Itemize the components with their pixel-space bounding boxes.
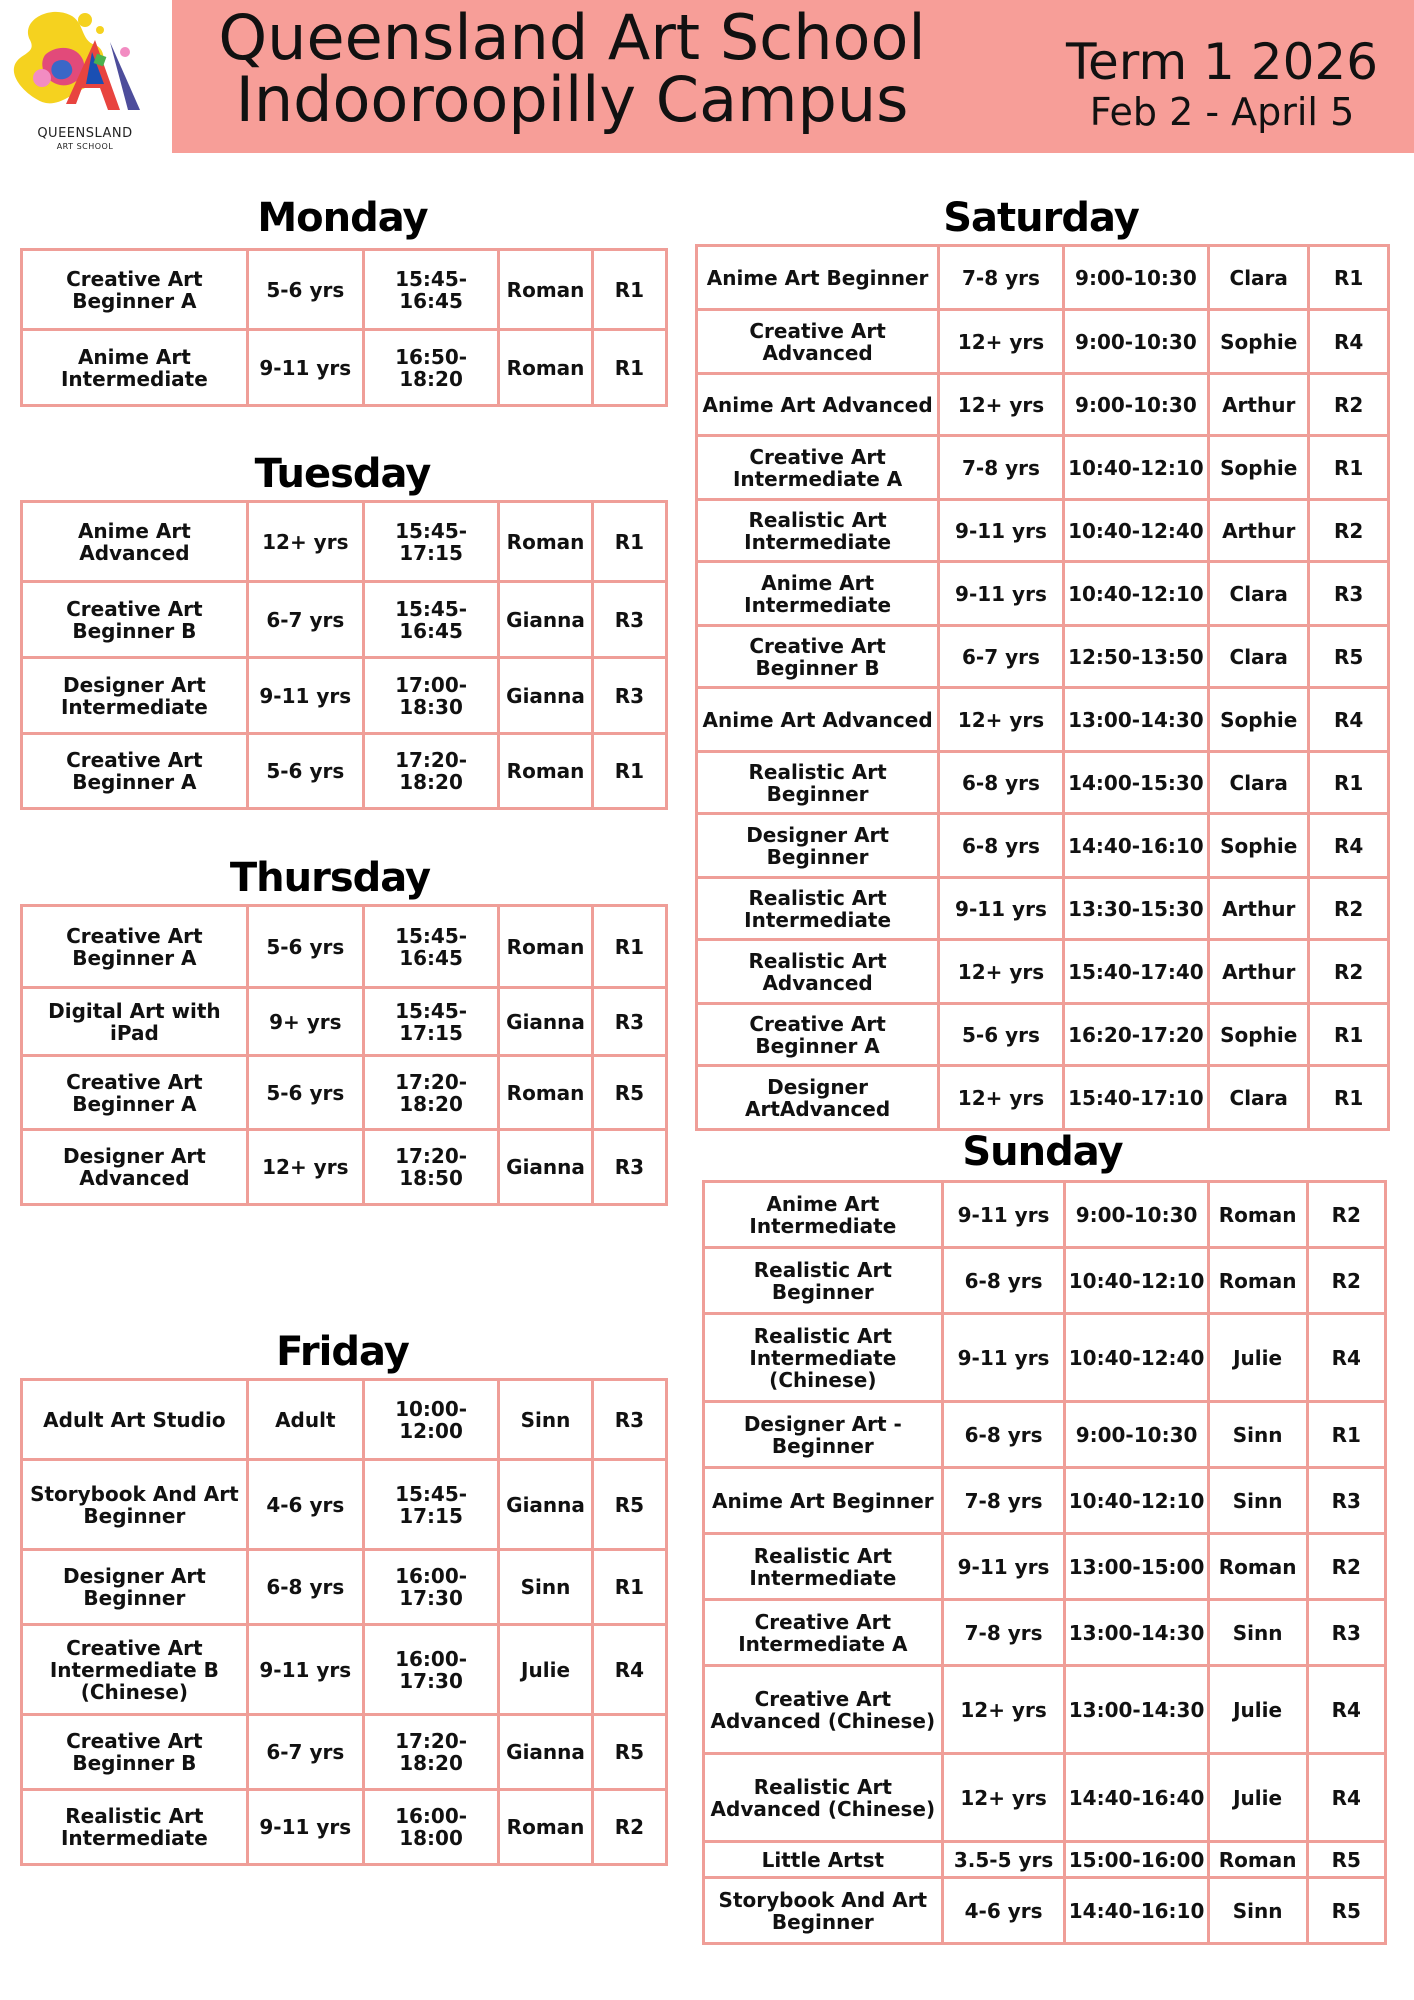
cell-teacher: Roman [499, 734, 593, 809]
cell-age: 5-6 yrs [939, 1004, 1064, 1066]
cell-time: 10:40-12:40 [1063, 500, 1208, 562]
cell-class: Realistic Art Intermediate [22, 1790, 248, 1865]
cell-class: Adult Art Studio [22, 1380, 248, 1460]
cell-room: R3 [592, 988, 666, 1056]
cell-room: R3 [1307, 1468, 1385, 1534]
cell-room: R1 [1309, 752, 1389, 814]
schedule-row [697, 310, 1389, 374]
cell-teacher: Roman [499, 1056, 593, 1130]
day-heading-sunday: Sunday [962, 1129, 1123, 1175]
cell-teacher: Gianna [499, 1130, 593, 1205]
cell-time: 17:20-18:20 [363, 1056, 498, 1130]
cell-class: Creative Art Beginner A [22, 734, 248, 809]
cell-class: Realistic Art Intermediate (Chinese) [704, 1314, 943, 1402]
cell-time: 10:00-12:00 [363, 1380, 498, 1460]
cell-class: Realistic Art Intermediate [697, 500, 939, 562]
cell-age: 9-11 yrs [939, 562, 1064, 626]
campus-title: Indooroopilly Campus [235, 63, 909, 136]
tuesday-schedule-table [20, 500, 668, 810]
cell-class: Creative Art Intermediate A [697, 436, 939, 500]
cell-teacher: Gianna [499, 988, 593, 1056]
saturday-schedule-table [695, 244, 1390, 1131]
cell-room: R2 [592, 1790, 666, 1865]
cell-time: 14:40-16:40 [1065, 1754, 1208, 1842]
cell-teacher: Sinn [1208, 1600, 1307, 1666]
cell-age: 6-8 yrs [939, 814, 1064, 878]
cell-room: R2 [1307, 1534, 1385, 1600]
cell-age: 6-7 yrs [247, 582, 363, 658]
cell-class: Anime Art Advanced [22, 502, 248, 582]
cell-room: R2 [1309, 878, 1389, 940]
cell-teacher: Gianna [499, 582, 593, 658]
cell-class: Creative Art Beginner B [697, 626, 939, 688]
cell-room: R4 [1309, 310, 1389, 374]
schedule-row [22, 734, 667, 809]
cell-age: 9-11 yrs [939, 878, 1064, 940]
cell-teacher: Sophie [1209, 436, 1309, 500]
monday-schedule-table [20, 248, 668, 407]
cell-time: 15:45-16:45 [363, 582, 498, 658]
schedule-row [697, 436, 1389, 500]
cell-teacher: Clara [1209, 752, 1309, 814]
cell-teacher: Julie [1208, 1666, 1307, 1754]
cell-age: 12+ yrs [939, 1066, 1064, 1130]
cell-class: Creative Art Beginner B [22, 1715, 248, 1790]
cell-teacher: Arthur [1209, 500, 1309, 562]
cell-room: R2 [1309, 374, 1389, 436]
day-heading-monday: Monday [257, 195, 428, 241]
cell-time: 13:00-14:30 [1063, 688, 1208, 752]
schedule-row [704, 1600, 1386, 1666]
cell-teacher: Clara [1209, 246, 1309, 310]
cell-class: Anime Art Advanced [697, 688, 939, 752]
cell-room: R5 [592, 1056, 666, 1130]
cell-age: 12+ yrs [942, 1754, 1065, 1842]
title-banner [172, 0, 1414, 153]
cell-class: Creative Art Intermediate B (Chinese) [22, 1625, 248, 1715]
cell-room: R1 [592, 250, 666, 330]
cell-class: Anime Art Beginner [704, 1468, 943, 1534]
cell-age: 6-8 yrs [247, 1550, 363, 1625]
cell-time: 15:00-16:00 [1065, 1842, 1208, 1878]
cell-room: R2 [1309, 940, 1389, 1004]
school-title: Queensland Art School [218, 1, 926, 74]
schedule-row [704, 1248, 1386, 1314]
cell-teacher: Julie [499, 1625, 593, 1715]
friday-schedule-table [20, 1378, 668, 1866]
cell-age: 12+ yrs [939, 688, 1064, 752]
cell-age: 5-6 yrs [247, 734, 363, 809]
cell-time: 10:40-12:40 [1065, 1314, 1208, 1402]
schedule-row [704, 1842, 1386, 1878]
cell-class: Designer Art Advanced [22, 1130, 248, 1205]
day-heading-friday: Friday [276, 1329, 409, 1375]
schedule-row [22, 582, 667, 658]
cell-age: 12+ yrs [247, 1130, 363, 1205]
header [0, 0, 1414, 153]
cell-class: Creative Art Beginner A [697, 1004, 939, 1066]
cell-teacher: Roman [499, 250, 593, 330]
paint-splash-logo-icon [0, 0, 170, 125]
logo [0, 0, 170, 153]
cell-class: Realistic Art Intermediate [697, 878, 939, 940]
cell-time: 16:50-18:20 [363, 330, 498, 406]
cell-room: R1 [1309, 436, 1389, 500]
schedule-row [22, 250, 667, 330]
schedule-row [697, 562, 1389, 626]
cell-class: Realistic Art Advanced [697, 940, 939, 1004]
schedule-row [22, 1380, 667, 1460]
cell-class: Storybook And Art Beginner [704, 1878, 943, 1944]
cell-teacher: Clara [1209, 626, 1309, 688]
cell-teacher: Sinn [1208, 1468, 1307, 1534]
cell-teacher: Roman [499, 330, 593, 406]
cell-class: Realistic Art Beginner [697, 752, 939, 814]
cell-room: R1 [1309, 246, 1389, 310]
cell-age: 7-8 yrs [942, 1468, 1065, 1534]
cell-room: R4 [1307, 1754, 1385, 1842]
cell-room: R5 [592, 1460, 666, 1550]
cell-age: 9-11 yrs [942, 1314, 1065, 1402]
schedule-row [22, 330, 667, 406]
term-title: Term 1 2026 [1065, 33, 1379, 91]
schedule-row [704, 1878, 1386, 1944]
cell-age: 9-11 yrs [247, 1790, 363, 1865]
cell-time: 16:00-18:00 [363, 1790, 498, 1865]
sunday-schedule-table [702, 1180, 1387, 1945]
cell-time: 9:00-10:30 [1063, 310, 1208, 374]
cell-class: Realistic Art Advanced (Chinese) [704, 1754, 943, 1842]
cell-teacher: Clara [1209, 1066, 1309, 1130]
cell-room: R1 [592, 1550, 666, 1625]
schedule-row [697, 1004, 1389, 1066]
cell-age: 12+ yrs [247, 502, 363, 582]
day-heading-saturday: Saturday [943, 195, 1139, 241]
cell-time: 14:40-16:10 [1065, 1878, 1208, 1944]
schedule-row [697, 752, 1389, 814]
cell-room: R1 [1307, 1402, 1385, 1468]
cell-time: 17:00-18:30 [363, 658, 498, 734]
cell-teacher: Sophie [1209, 688, 1309, 752]
cell-teacher: Arthur [1209, 374, 1309, 436]
cell-room: R1 [592, 734, 666, 809]
cell-room: R5 [1307, 1842, 1385, 1878]
cell-teacher: Roman [1208, 1182, 1307, 1248]
cell-class: Little Artst [704, 1842, 943, 1878]
cell-time: 10:40-12:10 [1065, 1248, 1208, 1314]
logo-name: QUEENSLAND [37, 126, 133, 141]
cell-room: R5 [592, 1715, 666, 1790]
cell-room: R2 [1309, 500, 1389, 562]
cell-room: R3 [592, 582, 666, 658]
day-heading-tuesday: Tuesday [254, 451, 431, 497]
schedule-row [697, 878, 1389, 940]
cell-class: Designer Art Intermediate [22, 658, 248, 734]
cell-class: Anime Art Beginner [697, 246, 939, 310]
schedule-row [697, 500, 1389, 562]
cell-age: 6-8 yrs [942, 1248, 1065, 1314]
cell-age: 6-7 yrs [247, 1715, 363, 1790]
cell-age: 4-6 yrs [942, 1878, 1065, 1944]
term-dates: Feb 2 - April 5 [1089, 90, 1355, 134]
cell-time: 9:00-10:30 [1063, 246, 1208, 310]
cell-age: 5-6 yrs [247, 250, 363, 330]
cell-room: R5 [1307, 1878, 1385, 1944]
cell-time: 13:00-15:00 [1065, 1534, 1208, 1600]
cell-room: R3 [592, 658, 666, 734]
cell-time: 17:20-18:20 [363, 1715, 498, 1790]
cell-age: 9-11 yrs [939, 500, 1064, 562]
cell-class: Anime Art Intermediate [22, 330, 248, 406]
schedule-row [22, 502, 667, 582]
cell-time: 15:45-17:15 [363, 988, 498, 1056]
cell-room: R2 [1307, 1182, 1385, 1248]
schedule-row [22, 906, 667, 988]
schedule-row [704, 1182, 1386, 1248]
cell-age: 9-11 yrs [247, 658, 363, 734]
cell-room: R5 [1309, 626, 1389, 688]
schedule-row [697, 940, 1389, 1004]
cell-time: 9:00-10:30 [1065, 1182, 1208, 1248]
cell-age: 7-8 yrs [942, 1600, 1065, 1666]
cell-room: R4 [1309, 688, 1389, 752]
cell-time: 9:00-10:30 [1063, 374, 1208, 436]
cell-class: Creative Art Advanced [697, 310, 939, 374]
cell-time: 10:40-12:10 [1063, 436, 1208, 500]
cell-teacher: Arthur [1209, 878, 1309, 940]
cell-room: R4 [592, 1625, 666, 1715]
cell-class: Anime Art Intermediate [704, 1182, 943, 1248]
cell-age: 5-6 yrs [247, 1056, 363, 1130]
cell-time: 15:45-16:45 [363, 250, 498, 330]
cell-age: 7-8 yrs [939, 246, 1064, 310]
schedule-row [697, 1066, 1389, 1130]
cell-age: 3.5-5 yrs [942, 1842, 1065, 1878]
schedule-row [22, 988, 667, 1056]
cell-teacher: Sophie [1209, 814, 1309, 878]
cell-teacher: Gianna [499, 1460, 593, 1550]
cell-teacher: Clara [1209, 562, 1309, 626]
cell-time: 16:20-17:20 [1063, 1004, 1208, 1066]
cell-time: 13:00-14:30 [1065, 1600, 1208, 1666]
cell-class: Realistic Art Beginner [704, 1248, 943, 1314]
cell-time: 13:30-15:30 [1063, 878, 1208, 940]
cell-time: 14:00-15:30 [1063, 752, 1208, 814]
schedule-row [697, 688, 1389, 752]
cell-time: 15:40-17:10 [1063, 1066, 1208, 1130]
cell-time: 15:45-16:45 [363, 906, 498, 988]
cell-class: Creative Art Intermediate A [704, 1600, 943, 1666]
cell-age: 6-8 yrs [942, 1402, 1065, 1468]
schedule-row [704, 1468, 1386, 1534]
schedule-row [704, 1534, 1386, 1600]
cell-class: Realistic Art Intermediate [704, 1534, 943, 1600]
schedule-row [704, 1754, 1386, 1842]
schedule-row [697, 246, 1389, 310]
schedule-row [704, 1402, 1386, 1468]
schedule-row [704, 1666, 1386, 1754]
cell-teacher: Roman [499, 1790, 593, 1865]
cell-time: 9:00-10:30 [1065, 1402, 1208, 1468]
cell-room: R3 [592, 1130, 666, 1205]
cell-room: R1 [592, 330, 666, 406]
cell-age: 4-6 yrs [247, 1460, 363, 1550]
cell-teacher: Sinn [1208, 1402, 1307, 1468]
cell-teacher: Sophie [1209, 310, 1309, 374]
cell-room: R4 [1309, 814, 1389, 878]
cell-class: Creative Art Advanced (Chinese) [704, 1666, 943, 1754]
cell-class: Creative Art Beginner B [22, 582, 248, 658]
cell-teacher: Julie [1208, 1754, 1307, 1842]
cell-room: R4 [1307, 1666, 1385, 1754]
cell-age: 9+ yrs [247, 988, 363, 1056]
cell-teacher: Roman [499, 502, 593, 582]
cell-time: 10:40-12:10 [1063, 562, 1208, 626]
cell-age: 9-11 yrs [942, 1534, 1065, 1600]
cell-age: 9-11 yrs [247, 330, 363, 406]
cell-teacher: Sinn [1208, 1878, 1307, 1944]
cell-teacher: Roman [499, 906, 593, 988]
cell-class: Designer Art Beginner [697, 814, 939, 878]
cell-age: 9-11 yrs [942, 1182, 1065, 1248]
cell-teacher: Roman [1208, 1534, 1307, 1600]
cell-time: 14:40-16:10 [1063, 814, 1208, 878]
cell-teacher: Arthur [1209, 940, 1309, 1004]
cell-time: 16:00-17:30 [363, 1625, 498, 1715]
schedule-row [22, 1130, 667, 1205]
cell-age: Adult [247, 1380, 363, 1460]
cell-room: R1 [592, 906, 666, 988]
cell-teacher: Gianna [499, 1715, 593, 1790]
cell-class: Designer ArtAdvanced [697, 1066, 939, 1130]
cell-time: 15:40-17:40 [1063, 940, 1208, 1004]
cell-room: R2 [1307, 1248, 1385, 1314]
cell-teacher: Roman [1208, 1248, 1307, 1314]
cell-class: Designer Art Beginner [22, 1550, 248, 1625]
cell-teacher: Julie [1208, 1314, 1307, 1402]
cell-room: R1 [1309, 1066, 1389, 1130]
cell-class: Designer Art - Beginner [704, 1402, 943, 1468]
cell-teacher: Sinn [499, 1550, 593, 1625]
cell-class: Anime Art Intermediate [697, 562, 939, 626]
day-heading-thursday: Thursday [229, 855, 431, 901]
cell-room: R3 [1307, 1600, 1385, 1666]
cell-room: R3 [1309, 562, 1389, 626]
schedule-row [22, 1790, 667, 1865]
cell-teacher: Sinn [499, 1380, 593, 1460]
cell-teacher: Sophie [1209, 1004, 1309, 1066]
schedule-row [22, 1715, 667, 1790]
schedule-row [22, 1460, 667, 1550]
schedule-row [22, 1550, 667, 1625]
schedule-row [697, 626, 1389, 688]
schedule-row [22, 658, 667, 734]
cell-time: 16:00-17:30 [363, 1550, 498, 1625]
cell-age: 6-7 yrs [939, 626, 1064, 688]
cell-age: 12+ yrs [939, 940, 1064, 1004]
schedule-row [697, 374, 1389, 436]
cell-age: 12+ yrs [942, 1666, 1065, 1754]
schedule-row [22, 1056, 667, 1130]
cell-age: 12+ yrs [939, 374, 1064, 436]
cell-age: 7-8 yrs [939, 436, 1064, 500]
cell-teacher: Gianna [499, 658, 593, 734]
cell-time: 12:50-13:50 [1063, 626, 1208, 688]
cell-class: Storybook And Art Beginner [22, 1460, 248, 1550]
schedule-row [22, 1625, 667, 1715]
cell-room: R1 [1309, 1004, 1389, 1066]
cell-class: Digital Art with iPad [22, 988, 248, 1056]
cell-time: 17:20-18:50 [363, 1130, 498, 1205]
thursday-schedule-table [20, 904, 668, 1206]
cell-age: 12+ yrs [939, 310, 1064, 374]
schedule-row [704, 1314, 1386, 1402]
logo-subtitle: ART SCHOOL [56, 142, 114, 151]
cell-teacher: Roman [1208, 1842, 1307, 1878]
schedule-row [697, 814, 1389, 878]
cell-class: Anime Art Advanced [697, 374, 939, 436]
cell-room: R1 [592, 502, 666, 582]
cell-age: 6-8 yrs [939, 752, 1064, 814]
cell-time: 15:45-17:15 [363, 502, 498, 582]
cell-class: Creative Art Beginner A [22, 906, 248, 988]
cell-room: R3 [592, 1380, 666, 1460]
cell-age: 5-6 yrs [247, 906, 363, 988]
cell-time: 13:00-14:30 [1065, 1666, 1208, 1754]
cell-room: R4 [1307, 1314, 1385, 1402]
cell-class: Creative Art Beginner A [22, 1056, 248, 1130]
cell-time: 10:40-12:10 [1065, 1468, 1208, 1534]
cell-class: Creative Art Beginner A [22, 250, 248, 330]
cell-time: 15:45-17:15 [363, 1460, 498, 1550]
cell-time: 17:20-18:20 [363, 734, 498, 809]
cell-age: 9-11 yrs [247, 1625, 363, 1715]
